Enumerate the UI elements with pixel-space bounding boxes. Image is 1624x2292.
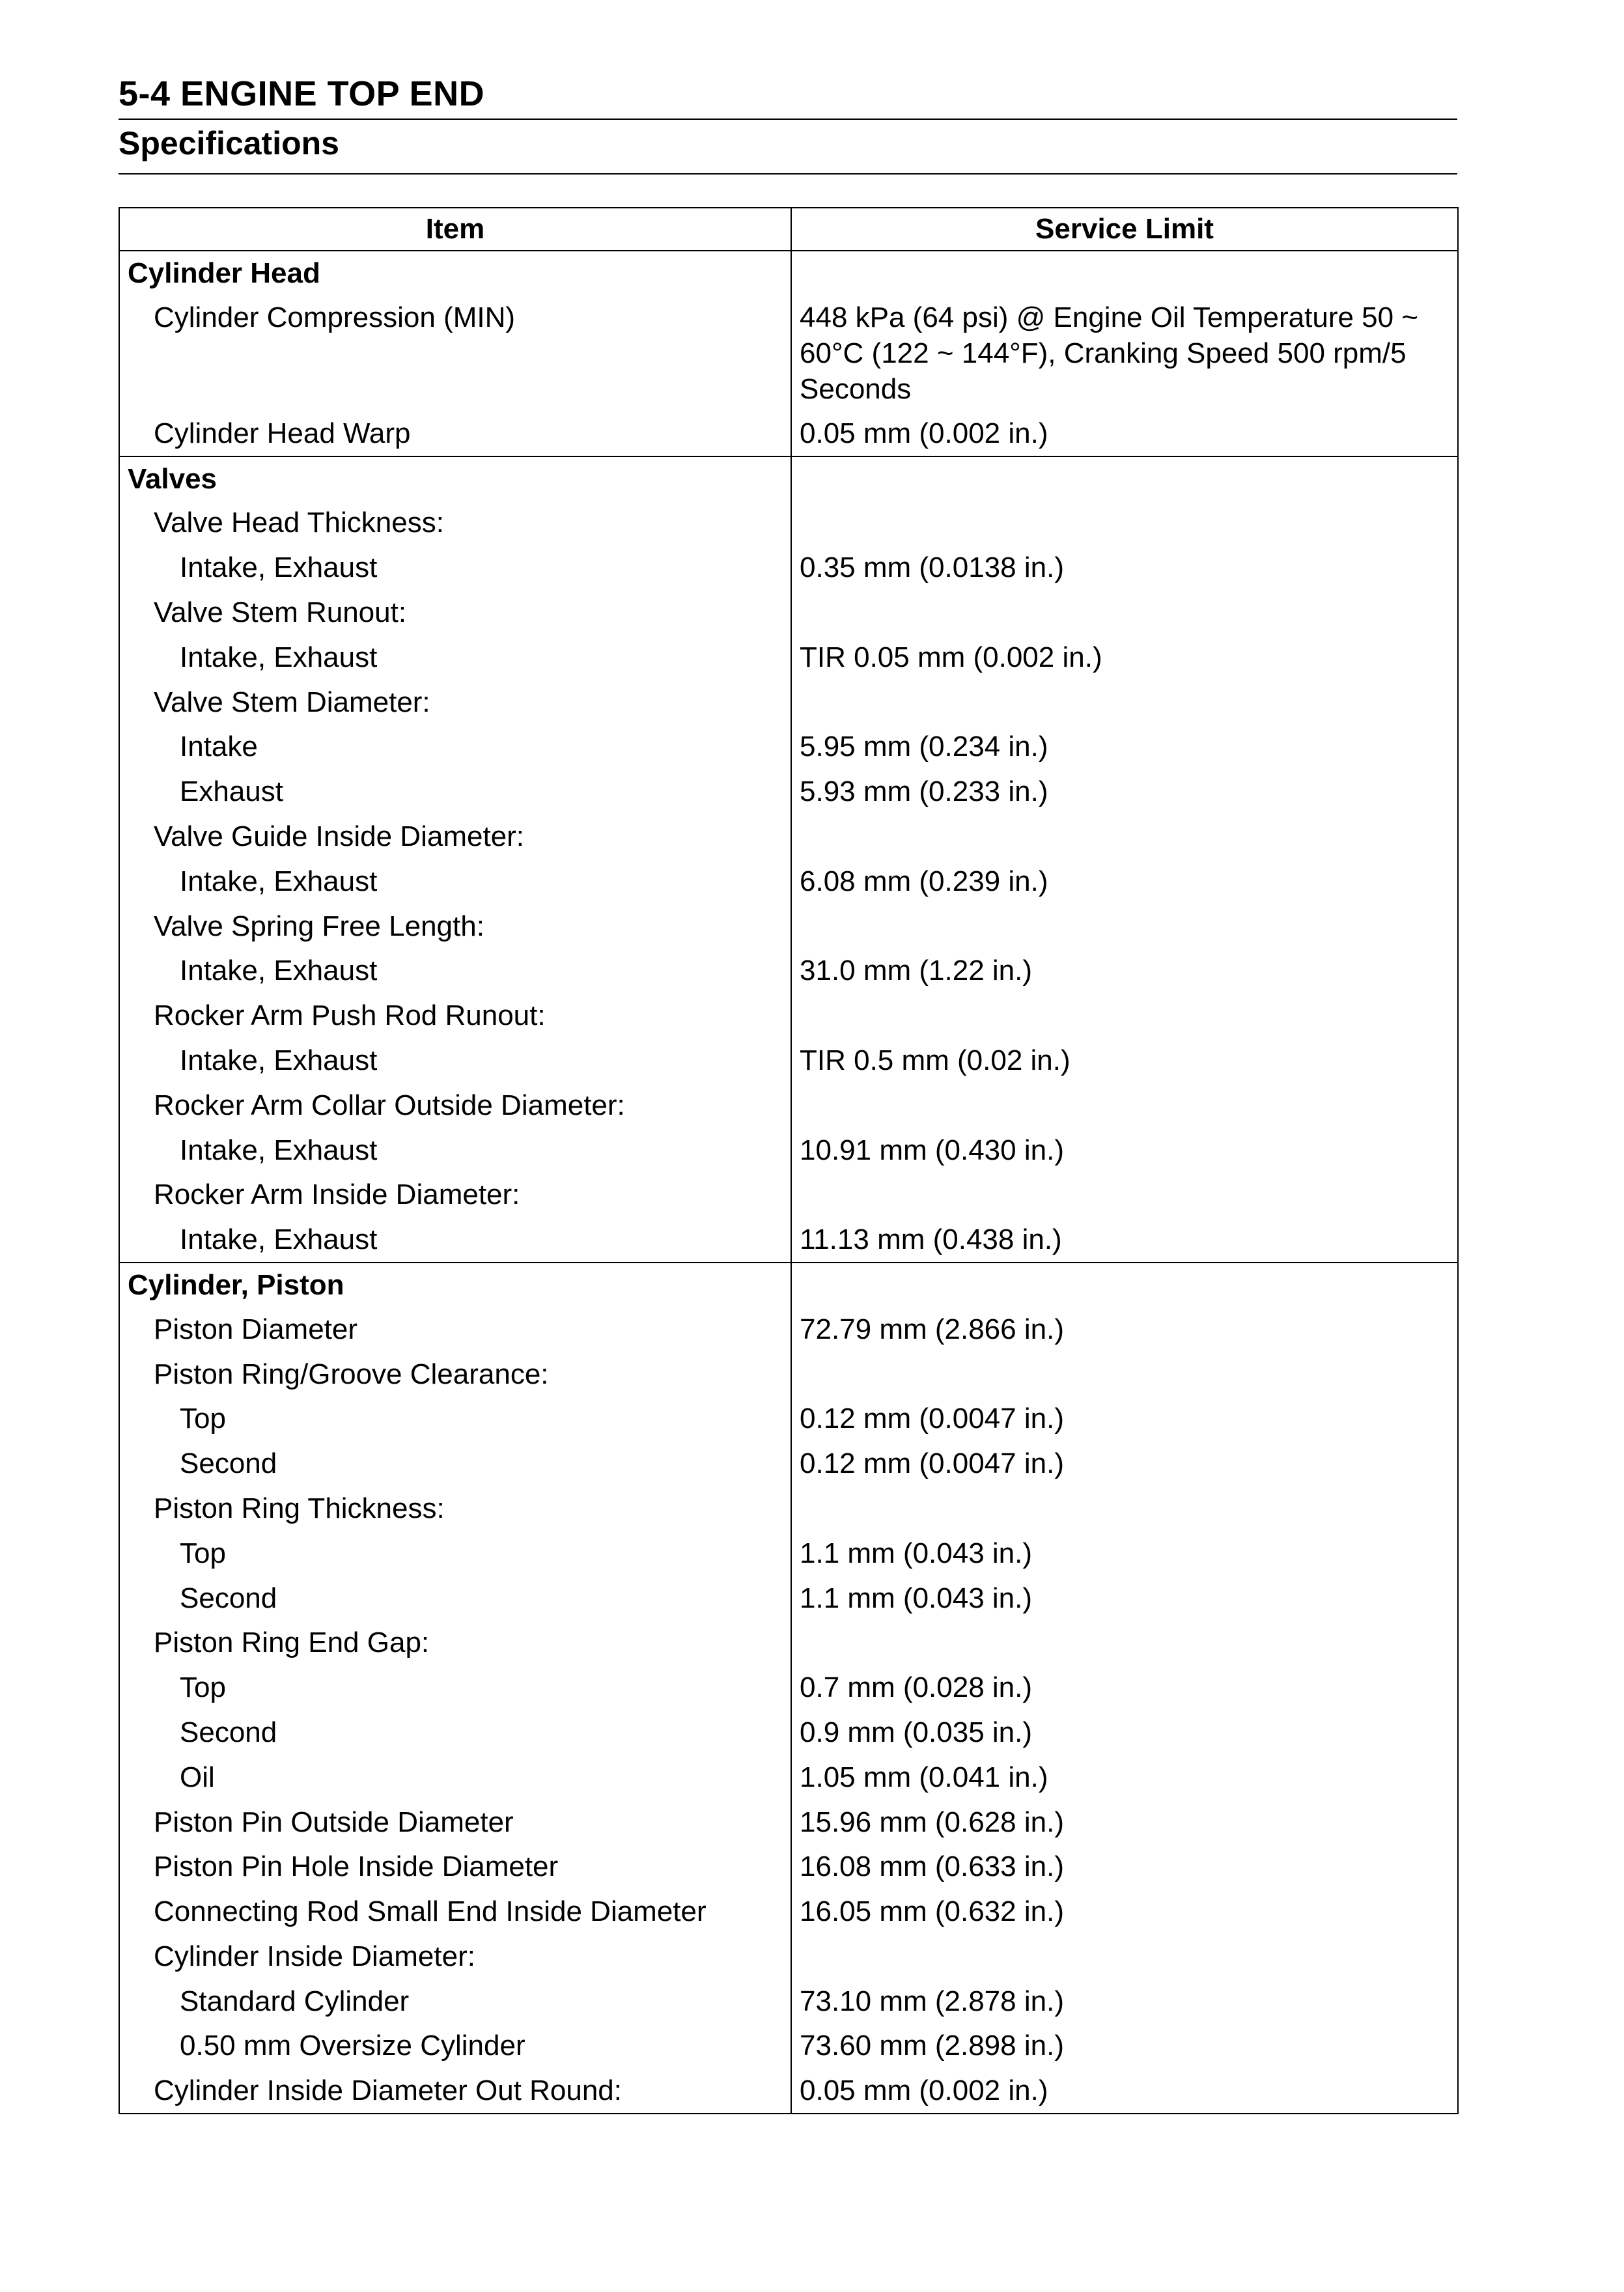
table-row (119, 1352, 1458, 1397)
service-limit-cell (791, 1173, 1458, 1218)
group-heading: Cylinder Head (119, 251, 791, 296)
table-row (119, 1979, 1458, 2024)
item-cell: Rocker Arm Collar Outside Diameter: (119, 1083, 791, 1128)
group-heading: Cylinder, Piston (119, 1263, 791, 1307)
service-limit-cell (791, 456, 1458, 501)
service-limit-cell (791, 501, 1458, 546)
service-limit-cell (791, 994, 1458, 1039)
item-cell: Cylinder Inside Diameter Out Round: (119, 2069, 791, 2114)
service-limit-cell: 73.60 mm (2.898 in.) (791, 2024, 1458, 2069)
item-cell: Piston Ring/Groove Clearance: (119, 1352, 791, 1397)
service-limit-cell (791, 591, 1458, 636)
service-limit-cell: 11.13 mm (0.438 in.) (791, 1218, 1458, 1263)
service-limit-cell: 1.05 mm (0.041 in.) (791, 1755, 1458, 1800)
table-row (119, 412, 1458, 456)
item-cell: Intake, Exhaust (119, 546, 791, 591)
item-cell: Intake, Exhaust (119, 860, 791, 904)
service-limit-cell (791, 251, 1458, 296)
section-rule (119, 173, 1457, 175)
table-row (119, 1621, 1458, 1666)
specifications-table (119, 207, 1459, 2114)
item-cell: Intake, Exhaust (119, 1039, 791, 1083)
group-heading: Valves (119, 456, 791, 501)
item-cell: Oil (119, 1755, 791, 1800)
document-page (119, 72, 1457, 2107)
table-row (119, 725, 1458, 770)
table-row (119, 1890, 1458, 1935)
table-row (119, 296, 1458, 412)
item-cell: Valve Spring Free Length: (119, 904, 791, 949)
table-row (119, 1487, 1458, 1531)
service-limit-cell (791, 1487, 1458, 1531)
item-cell: Piston Diameter (119, 1307, 791, 1352)
item-cell: Intake, Exhaust (119, 636, 791, 680)
table-row (119, 1755, 1458, 1800)
item-cell: Intake (119, 725, 791, 770)
service-limit-cell: 16.08 mm (0.633 in.) (791, 1845, 1458, 1890)
table-row (119, 1935, 1458, 1979)
table-row (119, 904, 1458, 949)
service-limit-cell: 0.9 mm (0.035 in.) (791, 1711, 1458, 1755)
item-cell: Second (119, 1576, 791, 1621)
service-limit-cell: 73.10 mm (2.878 in.) (791, 1979, 1458, 2024)
service-limit-cell: 1.1 mm (0.043 in.) (791, 1531, 1458, 1576)
table-row (119, 251, 1458, 296)
service-limit-cell: 72.79 mm (2.866 in.) (791, 1307, 1458, 1352)
table-header-row (119, 208, 1458, 251)
service-limit-cell (791, 1083, 1458, 1128)
service-limit-cell: TIR 0.5 mm (0.02 in.) (791, 1039, 1458, 1083)
service-limit-cell: 0.12 mm (0.0047 in.) (791, 1442, 1458, 1487)
item-cell: Rocker Arm Push Rod Runout: (119, 994, 791, 1039)
table-row (119, 501, 1458, 546)
item-cell: Top (119, 1531, 791, 1576)
service-limit-cell: 31.0 mm (1.22 in.) (791, 949, 1458, 994)
table-row (119, 1531, 1458, 1576)
item-cell: Piston Pin Outside Diameter (119, 1800, 791, 1845)
table-row (119, 1173, 1458, 1218)
service-limit-cell (791, 1263, 1458, 1307)
table-body (119, 251, 1458, 2114)
item-cell: Second (119, 1711, 791, 1755)
service-limit-cell: 10.91 mm (0.430 in.) (791, 1128, 1458, 1173)
table-row (119, 1711, 1458, 1755)
service-limit-cell: 5.95 mm (0.234 in.) (791, 725, 1458, 770)
service-limit-cell: TIR 0.05 mm (0.002 in.) (791, 636, 1458, 680)
table-row (119, 770, 1458, 815)
service-limit-cell: 0.7 mm (0.028 in.) (791, 1666, 1458, 1711)
item-cell: Piston Pin Hole Inside Diameter (119, 1845, 791, 1890)
table-row (119, 1845, 1458, 1890)
service-limit-cell: 448 kPa (64 psi) @ Engine Oil Temperature 50 ~ 60°C (122 ~ 144°F), Cranking Speed 500 rpm/5 Seconds (791, 296, 1458, 412)
table-row (119, 1576, 1458, 1621)
item-cell: 0.50 mm Oversize Cylinder (119, 2024, 791, 2069)
table-row (119, 1800, 1458, 1845)
table-row (119, 1263, 1458, 1307)
service-limit-cell: 0.12 mm (0.0047 in.) (791, 1397, 1458, 1442)
table-row (119, 1218, 1458, 1263)
service-limit-cell (791, 1352, 1458, 1397)
service-limit-cell: 0.05 mm (0.002 in.) (791, 412, 1458, 456)
header-service-limit: Service Limit (791, 208, 1458, 251)
item-cell: Top (119, 1666, 791, 1711)
item-cell: Cylinder Head Warp (119, 412, 791, 456)
table-row (119, 1307, 1458, 1352)
table-row (119, 1666, 1458, 1711)
table-row (119, 1397, 1458, 1442)
item-cell: Exhaust (119, 770, 791, 815)
service-limit-cell: 16.05 mm (0.632 in.) (791, 1890, 1458, 1935)
service-limit-cell (791, 904, 1458, 949)
table-row (119, 815, 1458, 860)
item-cell: Cylinder Compression (MIN) (119, 296, 791, 412)
item-cell: Valve Head Thickness: (119, 501, 791, 546)
table-row (119, 2024, 1458, 2069)
table-row (119, 456, 1458, 501)
item-cell: Valve Stem Runout: (119, 591, 791, 636)
item-cell: Top (119, 1397, 791, 1442)
item-cell: Second (119, 1442, 791, 1487)
table-row (119, 949, 1458, 994)
service-limit-cell: 6.08 mm (0.239 in.) (791, 860, 1458, 904)
item-cell: Intake, Exhaust (119, 1128, 791, 1173)
service-limit-cell: 1.1 mm (0.043 in.) (791, 1576, 1458, 1621)
section-title: Specifications (119, 125, 339, 161)
service-limit-cell: 15.96 mm (0.628 in.) (791, 1800, 1458, 1845)
table-row (119, 1039, 1458, 1083)
table-row (119, 1442, 1458, 1487)
item-cell: Intake, Exhaust (119, 949, 791, 994)
table-row (119, 546, 1458, 591)
table-row (119, 680, 1458, 725)
item-cell: Valve Guide Inside Diameter: (119, 815, 791, 860)
service-limit-cell (791, 680, 1458, 725)
service-limit-cell: 5.93 mm (0.233 in.) (791, 770, 1458, 815)
table-row (119, 1128, 1458, 1173)
table-row (119, 2069, 1458, 2114)
table-row (119, 860, 1458, 904)
table-row (119, 994, 1458, 1039)
service-limit-cell (791, 1621, 1458, 1666)
item-cell: Cylinder Inside Diameter: (119, 1935, 791, 1979)
chapter-title: 5-4 ENGINE TOP END (119, 74, 485, 113)
service-limit-cell: 0.35 mm (0.0138 in.) (791, 546, 1458, 591)
table-row (119, 636, 1458, 680)
item-cell: Rocker Arm Inside Diameter: (119, 1173, 791, 1218)
item-cell: Piston Ring Thickness: (119, 1487, 791, 1531)
header-item: Item (119, 208, 791, 251)
item-cell: Piston Ring End Gap: (119, 1621, 791, 1666)
item-cell: Valve Stem Diameter: (119, 680, 791, 725)
table-row (119, 591, 1458, 636)
service-limit-cell (791, 815, 1458, 860)
service-limit-cell (791, 1935, 1458, 1979)
item-cell: Standard Cylinder (119, 1979, 791, 2024)
table-row (119, 1083, 1458, 1128)
item-cell: Intake, Exhaust (119, 1218, 791, 1263)
item-cell: Connecting Rod Small End Inside Diameter (119, 1890, 791, 1935)
service-limit-cell: 0.05 mm (0.002 in.) (791, 2069, 1458, 2114)
